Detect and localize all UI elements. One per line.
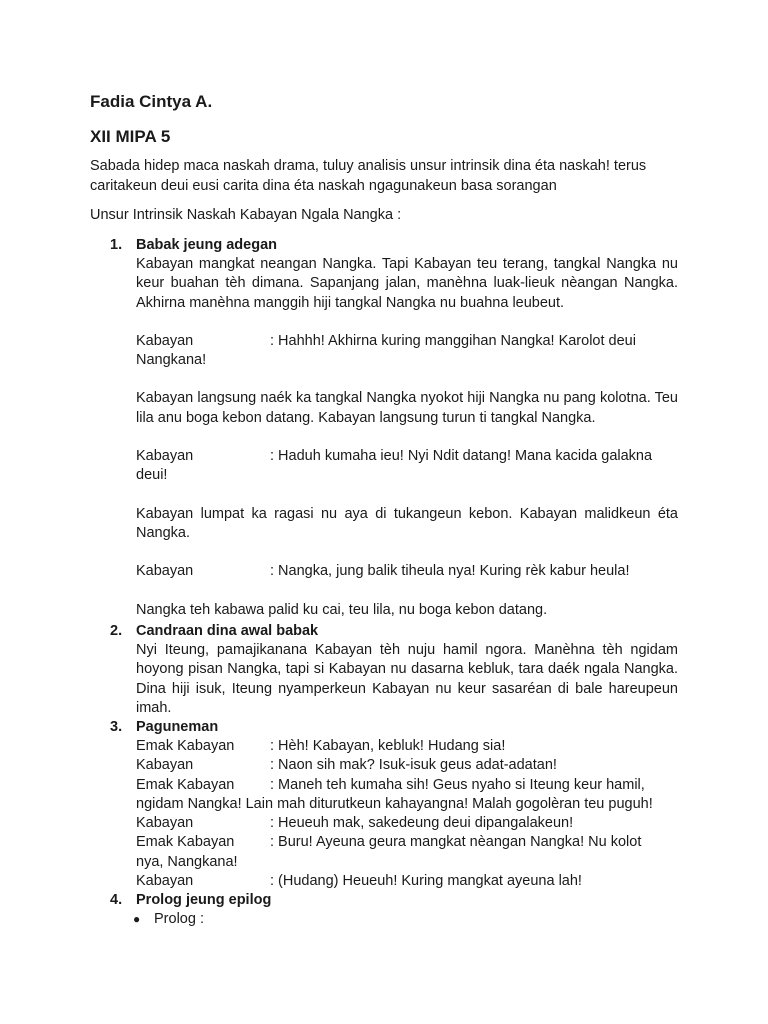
section-number: 2. [110, 623, 123, 639]
unsur-title: Unsur Intrinsik Naskah Kabayan Ngala Nangka : [90, 207, 402, 223]
section-number: 3. [110, 719, 123, 735]
paragraph: Kabayan mangkat neangan Nangka. Tapi Kabayan teu terang, tangkal Nangka nu keur buahan tèh dimana. Sapanjang jalan, manèhna luak-lieuk nèangan Nangka. Akhirna manèhna manggih hiji tangkal Nangka nu buahna leubeut. [136, 256, 678, 311]
dialogue-text: : Haduh kumaha ieu! Nyi Ndit datang! Mana kacida galakna [270, 448, 653, 465]
dialogue-text: : Buru! Ayeuna geura mangkat nèangan Nangka! Nu kolot [270, 834, 642, 851]
bullet-item [133, 910, 678, 929]
dialogue-text: : Heueuh mak, sakedeung deui dipangalakeun! [270, 815, 574, 832]
speaker: Kabayan [136, 332, 194, 349]
dialogue-line [136, 833, 678, 852]
section-heading [110, 622, 678, 641]
speaker: Kabayan [136, 873, 194, 890]
dialogue-continuation: ngidam Nangka! Lain mah diturutkeun kahayangna! Malah gogolèran teu puguh! [136, 795, 653, 812]
speaker: Emak Kabayan [136, 776, 235, 793]
section-candraan [110, 622, 678, 718]
section-title: Babak jeung adegan [136, 237, 278, 253]
bullet-text: Prolog : [154, 911, 204, 927]
speaker: Kabayan [136, 815, 194, 832]
speaker: Kabayan [136, 757, 194, 774]
dialogue-line [136, 814, 678, 833]
section-babak [110, 236, 678, 620]
dialogue-continuation: deui! [136, 467, 168, 484]
dialogue-line [136, 776, 678, 795]
section-heading [110, 718, 678, 737]
section-heading [110, 891, 678, 910]
section-title: Candraan dina awal babak [136, 623, 319, 639]
paragraph: Nangka teh kabawa palid ku cai, teu lila, nu boga kebon datang. [136, 601, 548, 618]
dialogue-line [136, 562, 678, 581]
section-number: 1. [110, 237, 123, 253]
section-paguneman [110, 718, 678, 891]
dialogue-continuation: Nangkana! [136, 352, 207, 369]
dialogue-text: : Hèh! Kabayan, kebluk! Hudang sia! [270, 738, 506, 754]
dialogue-continuation: nya, Nangkana! [136, 853, 238, 870]
speaker: Kabayan [136, 448, 194, 465]
dialogue-line [136, 737, 678, 756]
dialogue-text: : Hahhh! Akhirna kuring manggihan Nangka! Karolot deui [270, 332, 636, 349]
paragraph: Kabayan lumpat ka ragasi nu aya di tukangeun kebon. Kabayan malidkeun éta Nangka. [136, 505, 678, 541]
bullet-icon: ● [133, 912, 141, 926]
speaker: Emak Kabayan [136, 834, 235, 851]
paragraph: Kabayan langsung naék ka tangkal Nangka nyokot hiji Nangka nu pang kolotna. Teu lila anu boga kebon datang. Kabayan langsung turun ti tangkal Nangka. [136, 390, 678, 426]
intro-paragraph: Sabada hidep maca naskah drama, tuluy analisis unsur intrinsik dina éta naskah! terus caritakeun deui eusi carita dina éta naskah ngagunakeun basa sorangan [90, 158, 647, 194]
speaker: Emak Kabayan [136, 738, 235, 754]
dialogue-line [136, 332, 678, 351]
speaker: Kabayan [136, 563, 194, 580]
dialogue-line [136, 756, 678, 775]
dialogue-text: : Nangka, jung balik tiheula nya! Kuring rèk kabur heula! [270, 563, 630, 580]
author-name: Fadia Cintya A. [90, 92, 213, 111]
section-prolog [110, 891, 678, 929]
section-number: 4. [110, 892, 123, 908]
dialogue-text: : (Hudang) Heueuh! Kuring mangkat ayeuna lah! [270, 873, 582, 890]
dialogue-line [136, 447, 678, 466]
dialogue-line [136, 872, 678, 891]
dialogue-text: : Naon sih mak? Isuk-isuk geus adat-adatan! [270, 757, 557, 774]
section-heading [110, 236, 678, 255]
section-title: Paguneman [136, 719, 219, 735]
class-label: XII MIPA 5 [90, 127, 171, 146]
dialogue-text: : Maneh teh kumaha sih! Geus nyaho si Iteung keur hamil, [270, 776, 645, 793]
paragraph: Nyi Iteung, pamajikanana Kabayan tèh nuju hamil ngora. Manèhna tèh ngidam hoyong pisan Nangka, tapi si Kabayan nu dasarna kebluk, tara daék ngala Nangka. Dina hiji isuk, Iteung nyamperkeun Kabayan nu keur sasaréan di bale hareupeun imah. [136, 642, 678, 716]
section-title: Prolog jeung epilog [136, 892, 272, 908]
